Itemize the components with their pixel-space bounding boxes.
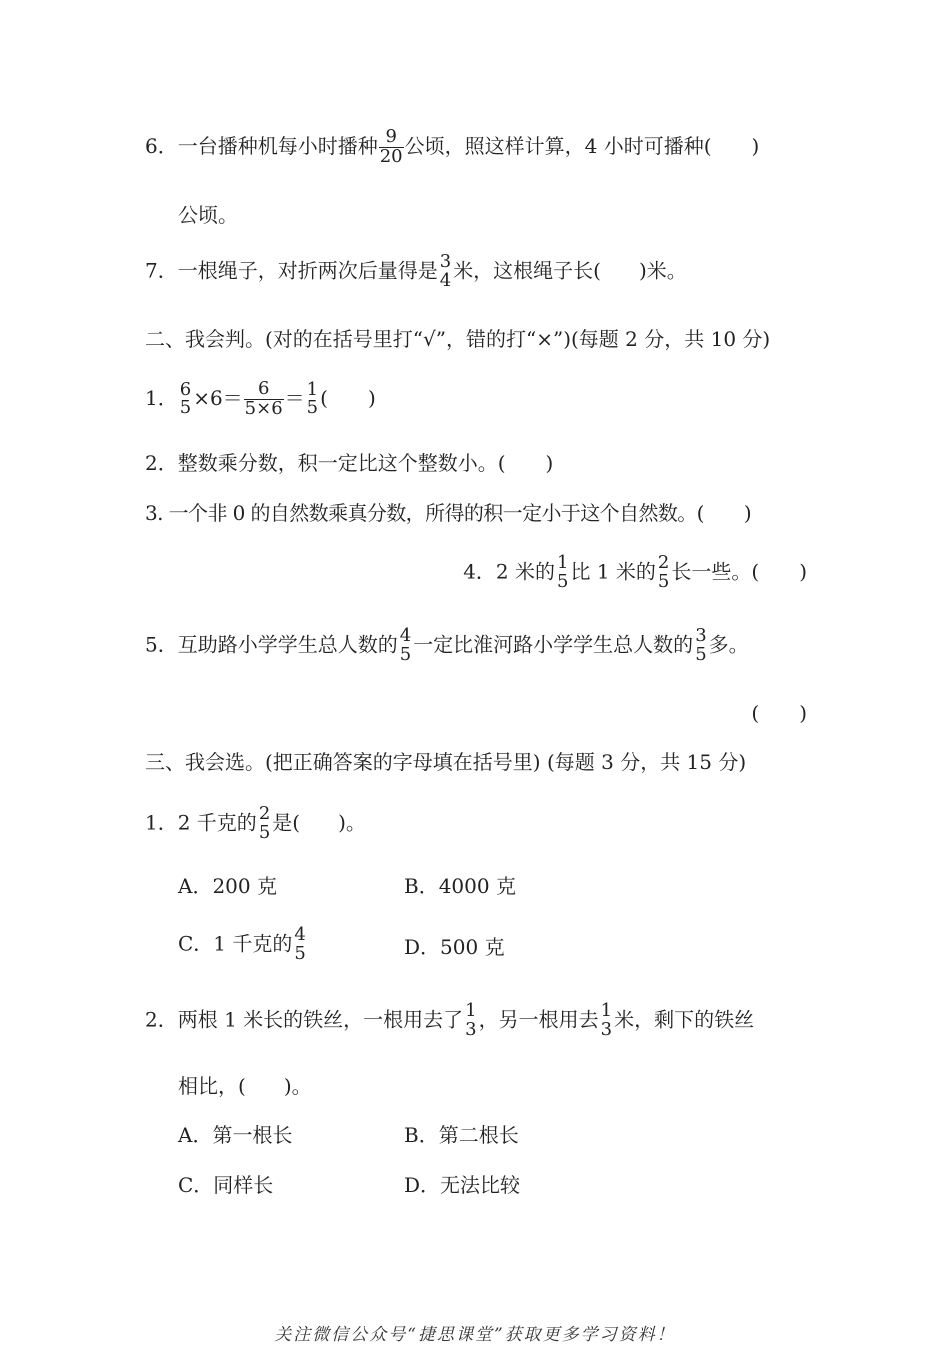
paren-close: ) <box>367 385 376 410</box>
numerator: 1 <box>306 378 319 400</box>
judge-1 <box>145 380 376 419</box>
numerator: 2 <box>657 552 670 573</box>
numerator: 9 <box>379 128 404 148</box>
choice-1 <box>145 805 366 843</box>
paren-open: ( <box>751 701 760 725</box>
numerator: 6 <box>179 378 192 400</box>
question-6-continuation: 公顷。 <box>178 203 238 227</box>
choice-2-option-d[interactable]: D．无法比较 <box>404 1173 521 1197</box>
choice-2-option-c[interactable]: C．同样长 <box>178 1173 274 1197</box>
judge-2 <box>145 453 553 473</box>
fraction <box>244 380 284 419</box>
denominator: 5 <box>306 397 319 419</box>
question-text: 2．整数乘分数，积一定比这个整数小。( <box>145 451 506 475</box>
fraction <box>258 805 271 843</box>
denominator: 20 <box>379 145 403 167</box>
expression-text: ＝ <box>284 385 305 410</box>
judge-3 <box>145 503 751 523</box>
fraction <box>657 554 670 592</box>
paren-open: ( <box>320 385 328 410</box>
denominator: 5 <box>294 942 306 964</box>
choice-2-option-a[interactable]: A．第一根长 <box>178 1123 293 1147</box>
paren-close: ) <box>799 701 807 725</box>
numerator: 4 <box>294 924 306 945</box>
fraction <box>556 554 569 592</box>
question-text: 相比，( <box>178 1074 246 1098</box>
numerator: 6 <box>244 380 284 400</box>
question-text: 米，剩下的铁丝 <box>614 1007 755 1032</box>
question-text: 1．2 千克的 <box>145 810 257 835</box>
numerator: 3 <box>439 251 452 272</box>
judge-5-answer <box>751 703 807 723</box>
question-text: 2．两根 1 米长的铁丝，一根用去了 <box>145 1007 464 1032</box>
choice-1-option-a[interactable]: A．200 克 <box>178 874 277 898</box>
question-text: 一根绳子，对折两次后量得是 <box>177 258 438 283</box>
question-text: )。 <box>338 810 366 835</box>
judge-4 <box>463 554 807 592</box>
choice-1-option-b[interactable]: B．4000 克 <box>404 874 516 898</box>
numerator: 1 <box>465 1000 477 1021</box>
denominator: 5 <box>258 821 271 843</box>
question-text: 是( <box>272 810 301 835</box>
question-text: 比 1 米的 <box>570 559 656 584</box>
question-6 <box>145 128 759 167</box>
question-text: 4．2 米的 <box>463 559 556 584</box>
choice-1-option-d[interactable]: D．500 克 <box>404 935 505 959</box>
option-text: C．1 千克的 <box>178 931 293 956</box>
fraction <box>179 378 192 419</box>
fraction <box>293 926 306 964</box>
choice-2-option-b[interactable]: B．第二根长 <box>404 1123 519 1147</box>
footer-promo: 关注微信公众号“捷思课堂”获取更多学习资料！ <box>274 1325 676 1345</box>
denominator: 5 <box>657 570 670 592</box>
question-number: 7． <box>145 258 178 283</box>
question-number: 6． <box>145 133 178 158</box>
denominator: 3 <box>600 1018 613 1040</box>
section-2-title: 二、我会判。(对的在括号里打“√”，错的打“×”)(每题 2 分，共 10 分) <box>145 327 771 351</box>
question-text: )。 <box>283 1074 312 1098</box>
fraction <box>306 378 319 419</box>
fraction <box>600 1002 613 1040</box>
denominator: 5 <box>399 643 412 665</box>
denominator: 3 <box>465 1018 477 1040</box>
question-text: 一台播种机每小时播种 <box>177 133 378 158</box>
judge-5 <box>145 627 749 665</box>
question-text: 3. 一个非 0 的自然数乘真分数，所得的积一定小于这个自然数。( <box>145 501 704 525</box>
denominator: 5 <box>695 643 707 665</box>
paren-close: ) <box>743 501 752 525</box>
numerator: 1 <box>600 1000 613 1021</box>
paren-close: ) <box>751 133 760 158</box>
question-text: ，另一根用去 <box>478 1007 599 1032</box>
choice-2 <box>145 1002 754 1040</box>
question-text: 5．互助路小学学生总人数的 <box>145 632 398 657</box>
section-3-title: 三、我会选。(把正确答案的字母填在括号里) (每题 3 分，共 15 分) <box>145 750 747 774</box>
numerator: 4 <box>399 625 412 646</box>
denominator: 5 <box>557 570 569 592</box>
question-text: 长一些。( <box>671 559 760 584</box>
fraction <box>464 1002 477 1040</box>
denominator: 5×6 <box>244 397 283 419</box>
question-7 <box>145 253 687 291</box>
choice-1-option-c[interactable] <box>178 926 308 964</box>
question-text: 一定比淮河路小学学生总人数的 <box>413 632 694 657</box>
question-text: 多。 <box>708 632 749 657</box>
paren-close: ) <box>799 559 807 584</box>
numerator: 1 <box>557 552 569 573</box>
paren-close: ) <box>545 451 554 475</box>
choice-2-continuation <box>178 1076 312 1096</box>
fraction <box>694 627 707 665</box>
question-text: 米，这根绳子长( <box>453 258 601 283</box>
question-text: 公顷，照这样计算，4 小时可播种( <box>404 133 712 158</box>
fraction <box>379 128 404 167</box>
expression-text: ×6＝ <box>193 385 243 410</box>
question-number: 1． <box>145 385 178 410</box>
question-text: )米。 <box>639 258 687 283</box>
numerator: 2 <box>258 803 271 824</box>
fraction <box>399 627 412 665</box>
fraction <box>439 253 452 291</box>
numerator: 3 <box>695 625 707 646</box>
denominator: 4 <box>439 269 452 291</box>
denominator: 5 <box>179 397 192 419</box>
